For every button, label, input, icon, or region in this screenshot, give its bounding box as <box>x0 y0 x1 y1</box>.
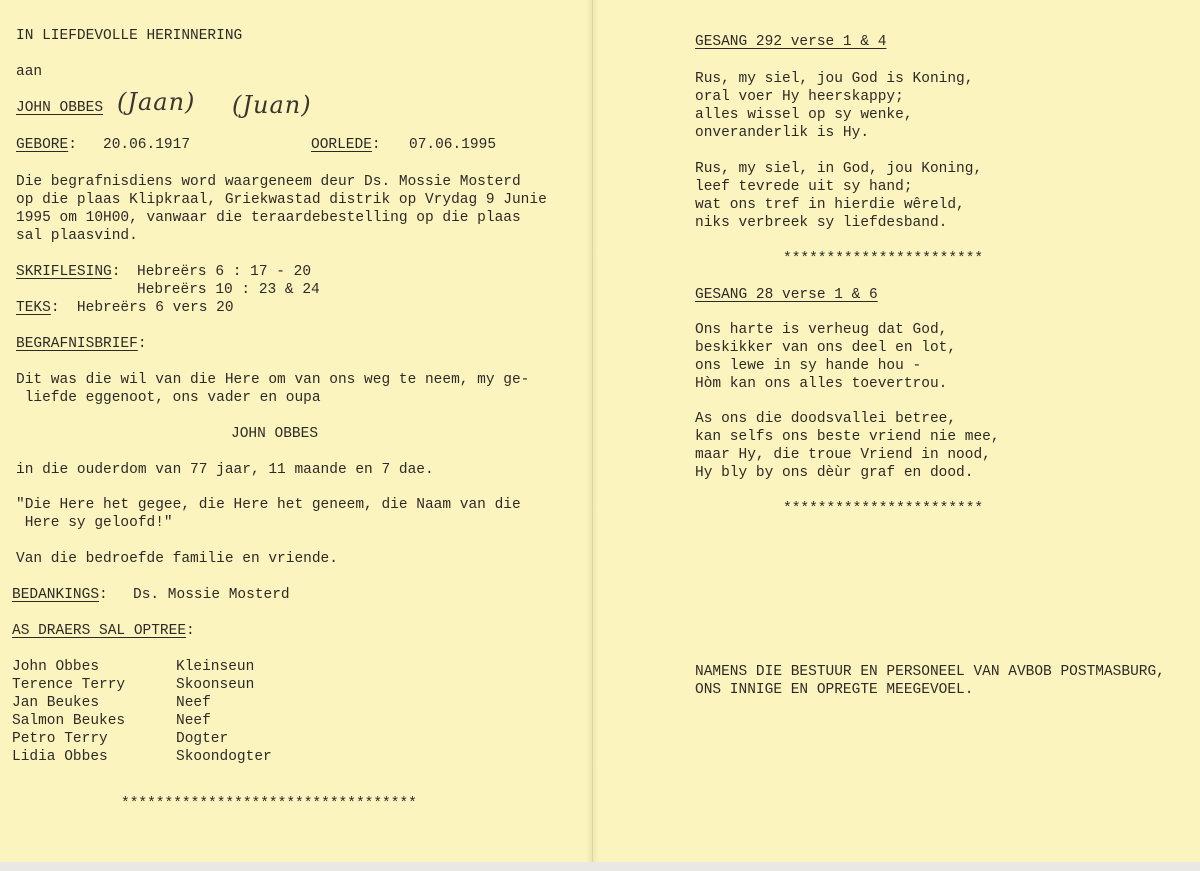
hymn-line: niks verbreek sy liefdesband. <box>695 215 948 231</box>
bearer-relation: Neef <box>176 713 211 729</box>
service-line: sal plaasvind. <box>16 228 138 244</box>
hymn-line: wat ons tref in hierdie wêreld, <box>695 197 965 213</box>
family-line: Van die bedroefde familie en vriende. <box>16 551 338 567</box>
star-divider: *********************** <box>783 251 984 267</box>
star-divider: ********************************** <box>121 796 417 812</box>
condolence-line: ONS INNIGE EN OPREGTE MEEGEVOEL. <box>695 682 974 698</box>
scan-edge <box>0 862 1200 871</box>
hymn-line: kan selfs ons beste vriend nie mee, <box>695 429 1000 445</box>
left-page <box>0 0 592 862</box>
bearer-relation: Kleinseun <box>176 659 255 675</box>
hymn-line: Rus, my siel, jou God is Koning, <box>695 71 974 87</box>
hymn-line: Hòm kan ons alles toevertrou. <box>695 376 948 392</box>
condolence-line: NAMENS DIE BESTUUR EN PERSONEEL VAN AVBOB POSTMASBURG, <box>695 664 1165 680</box>
thanks-label: BEDANKINGS <box>12 587 100 603</box>
page-fold <box>586 0 598 862</box>
letter-line: liefde eggenoot, ons vader en oupa <box>16 390 321 406</box>
letter-line: Dit was die wil van die Here om van ons weg te neem, my ge- <box>16 372 530 388</box>
hymn-line: As ons die doodsvallei betree, <box>695 411 957 427</box>
service-line: Die begrafnisdiens word waargeneem deur Ds. Mossie Mosterd <box>16 174 521 190</box>
hymn-line: oral voer Hy heerskappy; <box>695 89 904 105</box>
quote-line: "Die Here het gegee, die Here het geneem, die Naam van die <box>16 497 521 513</box>
service-line: 1995 om 10H00, vanwaar die teraardebestelling op die plaas <box>16 210 521 226</box>
letter-label: BEGRAFNISBRIEF <box>16 336 138 352</box>
text-row: TEKS: Hebreërs 6 vers 20 <box>16 300 234 316</box>
hymn-line: Rus, my siel, in God, jou Koning, <box>695 161 983 177</box>
bearer-name: Jan Beukes <box>12 695 100 711</box>
text-value: Hebreërs 6 vers 20 <box>76 300 234 316</box>
letter-heading: BEGRAFNISBRIEF: <box>16 336 147 352</box>
bearer-name: Lidia Obbes <box>12 749 108 765</box>
hymn-line: ons lewe in sy hande hou - <box>695 358 922 374</box>
handwritten-annotation-2: (Juan) <box>232 91 312 119</box>
thanks-value: Ds. Mossie Mosterd <box>133 587 290 603</box>
born-label: GEBORE <box>16 137 69 153</box>
letter-name: JOHN OBBES <box>231 426 319 442</box>
bearer-name: Salmon Beukes <box>12 713 126 729</box>
scripture-row: SKRIFLESING: <box>16 264 121 280</box>
hymn-line: Hy bly by ons dèùr graf en dood. <box>695 465 974 481</box>
hymn-line: alles wissel op sy wenke, <box>695 107 913 123</box>
bearers-heading: AS DRAERS SAL OPTREE: <box>12 623 195 639</box>
bearer-relation: Skoonseun <box>176 677 255 693</box>
born-colon: : <box>68 137 77 153</box>
age-line: in die ouderdom van 77 jaar, 11 maande en 7 dae. <box>16 462 434 478</box>
scripture-reference-2: Hebreërs 10 : 23 & 24 <box>137 282 320 298</box>
bearer-name: Petro Terry <box>12 731 108 747</box>
star-divider: *********************** <box>783 501 984 517</box>
memorial-heading: IN LIEFDEVOLLE HERINNERING <box>16 28 243 44</box>
hymn-2-title: GESANG 28 verse 1 & 6 <box>695 287 878 303</box>
hymn-line: beskikker van ons deel en lot, <box>695 340 957 356</box>
bearer-name: Terence Terry <box>12 677 126 693</box>
bearer-name: John Obbes <box>12 659 100 675</box>
deceased-name: JOHN OBBES <box>16 100 104 116</box>
died-row <box>311 136 381 154</box>
hymn-line: onveranderlik is Hy. <box>695 125 870 141</box>
born-row <box>16 136 77 154</box>
hymn-line: maar Hy, die troue Vriend in nood, <box>695 447 991 463</box>
thanks-row: BEDANKINGS: <box>12 587 108 603</box>
quote-line: Here sy geloofd!" <box>16 515 173 531</box>
died-date: 07.06.1995 <box>409 137 497 153</box>
born-date: 20.06.1917 <box>103 137 191 153</box>
hymn-line: leef tevrede uit sy hand; <box>695 179 913 195</box>
aan-text: aan <box>16 64 43 80</box>
service-line: op die plaas Klipkraal, Griekwastad distrik op Vrydag 9 Junie <box>16 192 547 208</box>
bearer-relation: Dogter <box>176 731 229 747</box>
handwritten-annotation-1: (Jaan) <box>117 88 196 116</box>
bearer-relation: Skoondogter <box>176 749 272 765</box>
scripture-reference-1: Hebreërs 6 : 17 - 20 <box>137 264 312 280</box>
right-page <box>592 0 1200 862</box>
scripture-label: SKRIFLESING <box>16 264 112 280</box>
hymn-1-title: GESANG 292 verse 1 & 4 <box>695 34 887 50</box>
text-label: TEKS <box>16 300 51 316</box>
bearers-label: AS DRAERS SAL OPTREE <box>12 623 187 639</box>
died-label: OORLEDE <box>311 137 372 153</box>
bearer-relation: Neef <box>176 695 211 711</box>
died-colon: : <box>371 137 381 153</box>
hymn-line: Ons harte is verheug dat God, <box>695 322 948 338</box>
